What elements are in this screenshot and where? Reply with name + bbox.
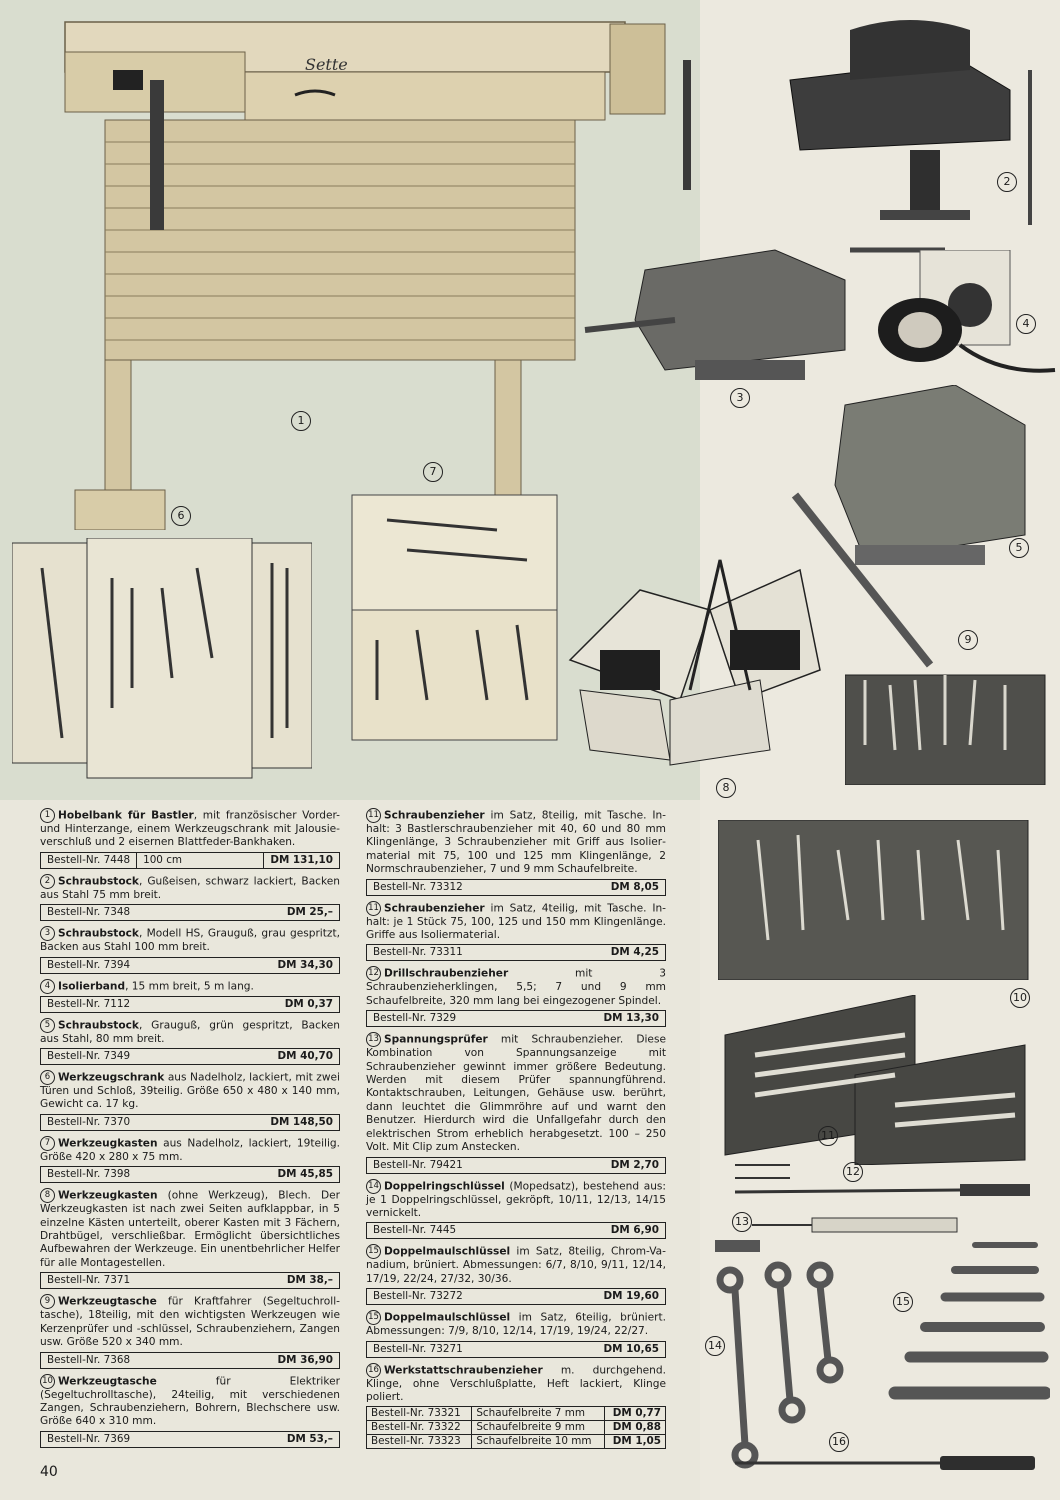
entry-number: 10	[40, 1374, 55, 1389]
order-desc: Schaufelbreite 9 mm	[472, 1421, 605, 1435]
entry-title: Schraubenzieher	[384, 902, 485, 915]
order-price: DM 0,37	[284, 997, 333, 1010]
metal-toolbox-image	[560, 550, 840, 775]
entry-number: 9	[40, 1294, 55, 1309]
entry-text: für Kraftfahrer (Segeltuchrolltasche), 18teilig, mit den wichtigsten Werkzeugen wie Kerzenprüfer und -schlüssel, Schraubenziehern, Zangen usw. Größe 520 x 340 mm.	[40, 1295, 340, 1349]
figure-number-1: 1	[291, 411, 311, 431]
order-row	[40, 1166, 340, 1183]
entry-number: 15	[366, 1310, 381, 1325]
figure-number-2: 2	[997, 172, 1017, 192]
order-price: DM 10,65	[603, 1342, 659, 1355]
drill-screwdriver-image	[730, 1160, 1040, 1210]
order-price: DM 6,90	[610, 1224, 659, 1237]
entry-12	[366, 966, 666, 1027]
entry-6	[40, 1070, 340, 1131]
entry-text: aus Nadelholz, lackiert, 19teilig. Größe 420 x 280 x 75 mm.	[40, 1137, 340, 1163]
entry-2	[40, 874, 340, 921]
order-number: Bestell-Nr. 7368	[47, 1353, 131, 1366]
entry-number: 1	[40, 808, 55, 823]
entry-title: Werkzeugkasten	[58, 1137, 158, 1150]
entry-text: , Modell HS, Grauguß, grau gespritzt, Backen aus Stahl 100 mm breit.	[40, 927, 340, 954]
table-row	[367, 1421, 666, 1435]
entry-text: im Satz, 8teilig, Chrom-Vanadium, brüniert. Abmessungen: 6/7, 8/10, 9/11, 12/14, 17/19, 22/24, 27/32, 30/36.	[366, 1245, 666, 1285]
entry-text: für Elektriker (Segeltuchrolltasche), 24teilig, mit verschiedenen Zangen, Schraubenziehern, Bohrern, Blechschere usw. Größe 640 x 310 mm.	[40, 1375, 340, 1428]
entry-1	[40, 808, 340, 869]
entry-3	[40, 926, 340, 973]
entry-number: 2	[40, 874, 55, 889]
order-price: DM 53,–	[286, 1432, 333, 1445]
order-number: Bestell-Nr. 7348	[47, 906, 131, 919]
order-row	[40, 957, 340, 974]
entry-text: im Satz, 8teilig, mit Tasche. Inhalt: 3 Bastlerschraubenzieher mit 40, 60 und 80 mm Klingenlänge, 3 Schraubenzieher mit Griff aus Isoliermaterial mit 75, 100 und 125 mm Klingenlänge, 2 Normschraubenzieher, 7 und 9 mm Schaufelbreite.	[366, 809, 666, 876]
order-number: Bestell-Nr. 7371	[47, 1274, 131, 1287]
figure-number-16: 16	[829, 1432, 849, 1452]
order-row	[40, 852, 340, 869]
order-row	[366, 944, 666, 961]
order-price: DM 19,60	[603, 1290, 659, 1303]
order-number: Bestell-Nr. 73271	[373, 1342, 463, 1355]
entry-title: Spannungsprüfer	[384, 1033, 488, 1046]
entry-number: 3	[40, 926, 55, 941]
entry-11b	[366, 901, 666, 962]
order-number: Bestell-Nr. 73322	[367, 1421, 472, 1435]
entry-title: Drillschraubenzieher	[384, 967, 509, 980]
entry-title: Doppelmaulschlüssel	[384, 1245, 511, 1258]
entry-number: 12	[366, 966, 381, 981]
entry-title: Werkzeugkasten	[58, 1189, 158, 1202]
entry-15a	[366, 1244, 666, 1305]
entry-text: (Mopedsatz), bestehend aus: je 1 Doppelringschlüssel, gekröpft, 10/11, 12/13, 14/15 vernickelt.	[366, 1180, 666, 1219]
page-number: 40	[40, 1464, 58, 1480]
entry-5	[40, 1018, 340, 1065]
order-desc: Schaufelbreite 10 mm	[472, 1435, 605, 1449]
order-price: DM 38,–	[286, 1274, 333, 1287]
order-price: DM 25,–	[286, 906, 333, 919]
order-size: 100 cm	[137, 853, 264, 868]
entry-title: Schraubstock	[58, 927, 139, 940]
entry-text: , Gußeisen, schwarz lackiert, Backen aus Stahl 75 mm breit.	[40, 875, 340, 901]
vise-gray-image	[575, 240, 855, 390]
entry-number: 13	[366, 1032, 381, 1047]
entry-number: 8	[40, 1188, 55, 1203]
entry-title: Werkzeugschrank	[58, 1071, 165, 1084]
order-price: DM 0,77	[604, 1407, 665, 1421]
tool-case-wood-image	[347, 490, 562, 745]
screwdriver-pouch-image	[715, 995, 1030, 1165]
order-row	[366, 1288, 666, 1305]
order-price: DM 131,10	[270, 853, 333, 866]
order-row	[40, 1352, 340, 1369]
workshop-screwdriver-image	[730, 1448, 1040, 1478]
entry-number: 7	[40, 1136, 55, 1151]
entry-15b	[366, 1310, 666, 1357]
entry-title: Doppelringschlüssel	[384, 1180, 505, 1192]
figure-number-6: 6	[171, 506, 191, 526]
entry-number: 15	[366, 1244, 381, 1259]
tool-roll-electrician-image	[718, 820, 1030, 980]
entry-number: 4	[40, 979, 55, 994]
entry-text: mit Schraubenzieher. Diese Kombination von Spannungsanzeige mit Schraubenzieher gewinnt immer größere Bedeutung. Werden mit diesem Prüfer spannungführend. Kontaktschrauben, Leitungen, Gehäuse usw. berührt, dann leuchtet die Glimmröhre auf und warnt den Benutzer. Hierdurch wird die Unfallgefahr durch den elektrischen Strom erheblich herabgesetzt. 100 – 250 Volt. Mit Clip zum Anstecken.	[366, 1033, 666, 1154]
entry-title: Werkzeugtasche	[58, 1295, 157, 1308]
order-price: DM 0,88	[604, 1421, 665, 1435]
order-row	[366, 1341, 666, 1358]
order-number: Bestell-Nr. 79421	[373, 1158, 463, 1171]
entry-text: mit 3 Schraubenzieherklingen, 5,5; 7 und 9 mm Schaufelbreite, 320 mm lang bei eingezogener Spindel.	[366, 967, 666, 1007]
figure-number-13: 13	[732, 1212, 752, 1232]
figure-number-4: 4	[1016, 314, 1036, 334]
entry-title: Schraubstock	[58, 1019, 139, 1032]
figure-number-8: 8	[716, 778, 736, 798]
entry-title: Schraubenzieher	[384, 809, 485, 822]
order-row	[40, 996, 340, 1013]
entry-text: , Grauguß, grün gespritzt, Backen aus Stahl, 80 mm breit.	[40, 1019, 340, 1045]
entry-11a	[366, 808, 666, 896]
order-row	[366, 879, 666, 896]
figure-number-7: 7	[423, 462, 443, 482]
order-price: DM 13,30	[603, 1012, 659, 1025]
tool-cabinet-image	[12, 538, 312, 788]
entry-text: im Satz, 6teilig, brüniert. Abmessungen: 7/9, 8/10, 12/14, 17/19, 19/24, 22/27.	[366, 1311, 666, 1338]
entry-number: 11	[366, 808, 381, 823]
order-number: Bestell-Nr. 7448	[41, 853, 137, 868]
entry-text: im Satz, 4teilig, mit Tasche. Inhalt: je 1 Stück 75, 100, 125 und 150 mm Klingenlänge. Griffe aus Isoliermaterial.	[366, 902, 666, 942]
order-number: Bestell-Nr. 73272	[373, 1290, 463, 1303]
tool-roll-driver-image	[845, 655, 1050, 785]
entry-text: , 15 mm breit, 5 m lang.	[125, 980, 254, 993]
entry-title: Hobelbank für Bastler	[58, 809, 194, 822]
entry-14	[366, 1179, 666, 1240]
figure-number-3: 3	[730, 388, 750, 408]
order-row	[40, 1431, 340, 1448]
entry-13	[366, 1032, 666, 1173]
entry-9	[40, 1294, 340, 1368]
vise-black-image	[760, 10, 1050, 260]
entry-7	[40, 1136, 340, 1183]
order-number: Bestell-Nr. 73323	[367, 1435, 472, 1449]
order-number: Bestell-Nr. 7349	[47, 1050, 131, 1063]
order-number: Bestell-Nr. 7398	[47, 1168, 131, 1181]
order-price: DM 36,90	[277, 1353, 333, 1366]
entry-title: Werkzeugtasche	[58, 1375, 157, 1387]
table-row	[367, 1407, 666, 1421]
order-price: DM 1,05	[604, 1435, 665, 1449]
order-number: Bestell-Nr. 7445	[373, 1224, 457, 1237]
order-price: DM 40,70	[277, 1050, 333, 1063]
order-price: DM 45,85	[277, 1168, 333, 1181]
order-number: Bestell-Nr. 7112	[47, 997, 131, 1010]
logo-text: Sette	[305, 55, 348, 74]
entry-number: 16	[366, 1363, 381, 1378]
order-table	[366, 1406, 666, 1449]
entry-title: Werkstattschraubenzieher	[384, 1364, 543, 1377]
order-row	[40, 1114, 340, 1131]
order-number: Bestell-Nr. 7369	[47, 1432, 131, 1445]
figure-number-9: 9	[958, 630, 978, 650]
text-column-right	[366, 808, 666, 1454]
table-row	[367, 1435, 666, 1449]
entry-number: 14	[366, 1179, 381, 1194]
figure-number-11: 11	[818, 1126, 838, 1146]
order-number: Bestell-Nr. 7329	[373, 1012, 457, 1025]
figure-number-10: 10	[1010, 988, 1030, 1008]
text-column-left	[40, 808, 340, 1453]
order-number: Bestell-Nr. 73312	[373, 880, 463, 893]
order-number: Bestell-Nr. 7370	[47, 1115, 131, 1128]
order-row	[40, 904, 340, 921]
order-row	[366, 1222, 666, 1239]
entry-8	[40, 1188, 340, 1289]
order-price: DM 34,30	[277, 958, 333, 971]
figure-number-15: 15	[893, 1292, 913, 1312]
order-number: Bestell-Nr. 73311	[373, 946, 463, 959]
entry-text: , mit französischer Vorder- und Hinterzange, einem Werkzeugschrank mit Jalousieverschluß und 2 eisernen Blattfeder-Bankhaken.	[40, 809, 340, 849]
entry-number: 6	[40, 1070, 55, 1085]
order-price: DM 2,70	[610, 1158, 659, 1171]
order-row	[366, 1157, 666, 1174]
entry-text: m. durchgehend. Klinge, ohne Verschlußplatte, Heft lackiert, Klinge poliert.	[366, 1364, 666, 1403]
order-price: DM 4,25	[610, 946, 659, 959]
order-row	[366, 1010, 666, 1027]
figure-number-14: 14	[705, 1336, 725, 1356]
order-number: Bestell-Nr. 7394	[47, 958, 131, 971]
entry-text: aus Nadelholz, lackiert, mit zwei Türen und Schloß, 39teilig. Größe 650 x 480 x 140 mm, Gewicht ca. 17 kg.	[40, 1071, 340, 1111]
entry-number: 5	[40, 1018, 55, 1033]
order-row	[40, 1048, 340, 1065]
figure-number-12: 12	[843, 1162, 863, 1182]
figure-number-5: 5	[1009, 538, 1029, 558]
entry-16	[366, 1363, 666, 1450]
order-desc: Schaufelbreite 7 mm	[472, 1407, 605, 1421]
open-end-spanners-image	[865, 1235, 1050, 1445]
order-price: DM 148,50	[270, 1115, 333, 1128]
entry-title: Isolierband	[58, 980, 126, 993]
entry-4	[40, 979, 340, 1013]
entry-10	[40, 1374, 340, 1448]
order-price: DM 8,05	[610, 880, 659, 893]
entry-number: 11	[366, 901, 381, 916]
order-row	[40, 1272, 340, 1289]
entry-title: Schraubstock	[58, 875, 139, 888]
entry-text: (ohne Werkzeug), Blech. Der Werkzeugkasten ist nach zwei Seiten aufklappbar, in 5 einzelne Kästen unterteilt, oberer Kasten mit 3 Fächern, Drahtbügel, verschließbar. Ermöglicht übersichtliches Aufbewahren der Werkzeuge. Ein unentbehrlicher Helfer für alle Montagestellen.	[40, 1189, 340, 1269]
order-number: Bestell-Nr. 73321	[367, 1407, 472, 1421]
entry-title: Doppelmaulschlüssel	[384, 1311, 511, 1324]
